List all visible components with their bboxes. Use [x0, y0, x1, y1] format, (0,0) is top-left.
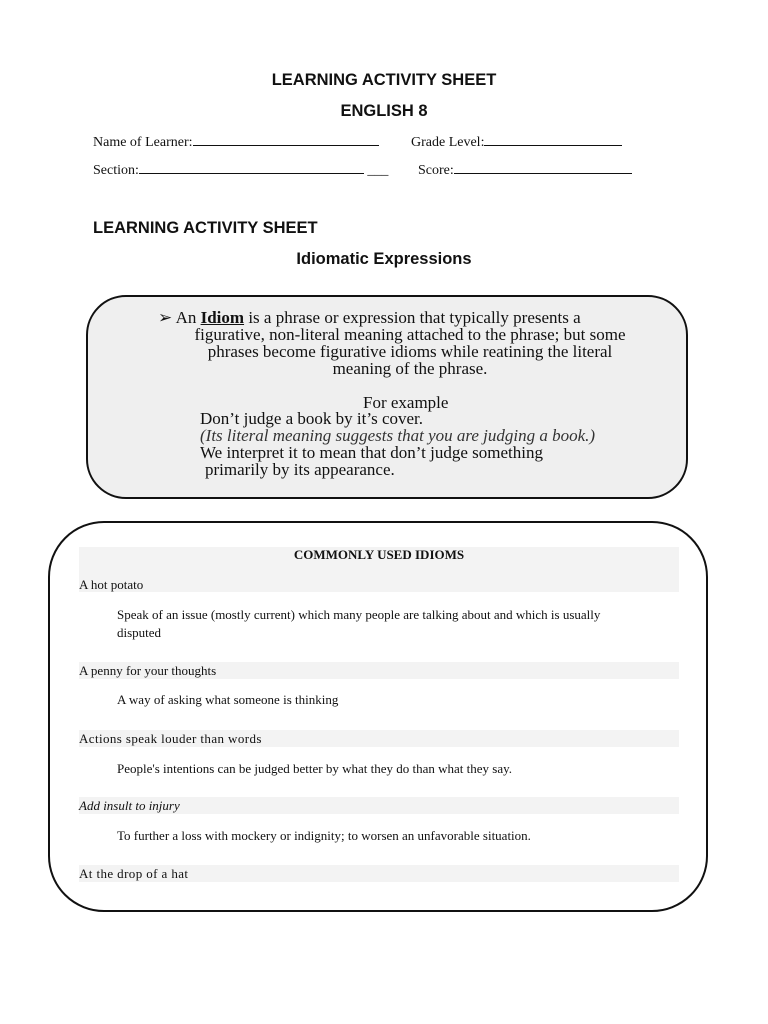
definition-text-1: is a phrase or expression that typically presents a [248, 308, 581, 327]
interpretation-line-1: We interpret it to mean that don’t judge something [200, 443, 543, 462]
section-line [139, 161, 364, 174]
idioms-heading: COMMONLY USED IDIOMS [293, 547, 465, 562]
idiom-term: Idiom [200, 308, 245, 327]
score-line [454, 161, 632, 174]
section-extra: ___ [367, 163, 389, 178]
meaning-1-line-2: disputed [117, 625, 162, 640]
definition-line-4: meaning of the phrase. [332, 359, 488, 378]
definition-line-1 [158, 309, 581, 326]
idiom-1: A hot potato [79, 577, 144, 592]
score-field[interactable] [418, 161, 632, 179]
idiom-5: At the drop of a hat [79, 866, 189, 881]
name-label: Name of Learner: [93, 135, 193, 150]
definition-line-2: figurative, non-literal meaning attached to the phrase; but some [194, 325, 626, 344]
idiom-2: A penny for your thoughts [79, 663, 217, 678]
section-field[interactable] [93, 161, 388, 179]
idiom-4: Add insult to injury [79, 798, 180, 813]
meaning-1-line-1: Speak of an issue (mostly current) which many people are talking about and which is usually [117, 607, 601, 622]
grade-line [484, 133, 622, 146]
idiom-3: Actions speak louder than words [79, 731, 262, 746]
example-label: For example [363, 393, 449, 412]
meaning-3: People's intentions can be judged better by what they do than what they say. [117, 761, 513, 776]
meaning-2: A way of asking what someone is thinking [117, 692, 339, 707]
section-label: Section: [93, 163, 139, 178]
grade-label: Grade Level: [411, 135, 485, 150]
definition-line-3: phrases become figurative idioms while reatining the literal [207, 342, 613, 361]
definition-prefix: An [175, 308, 197, 327]
example-text: Don’t judge a book by it’s cover. [200, 409, 424, 428]
interpretation-line-2: primarily by its appearance. [205, 460, 395, 479]
meaning-4: To further a loss with mockery or indignity; to worsen an unfavorable situation. [117, 828, 531, 843]
arrow-bullet-icon: ➢ [158, 308, 173, 327]
name-field[interactable] [93, 133, 379, 151]
sheet-title: LEARNING ACTIVITY SHEET [271, 71, 497, 89]
topic-title: Idiomatic Expressions [296, 250, 472, 268]
grade-field[interactable] [411, 133, 622, 151]
section-heading: LEARNING ACTIVITY SHEET [93, 219, 318, 237]
score-label: Score: [418, 163, 454, 178]
literal-note: (Its literal meaning suggests that you are judging a book.) [200, 426, 596, 445]
name-line [193, 133, 379, 146]
subject-title: ENGLISH 8 [340, 102, 428, 120]
